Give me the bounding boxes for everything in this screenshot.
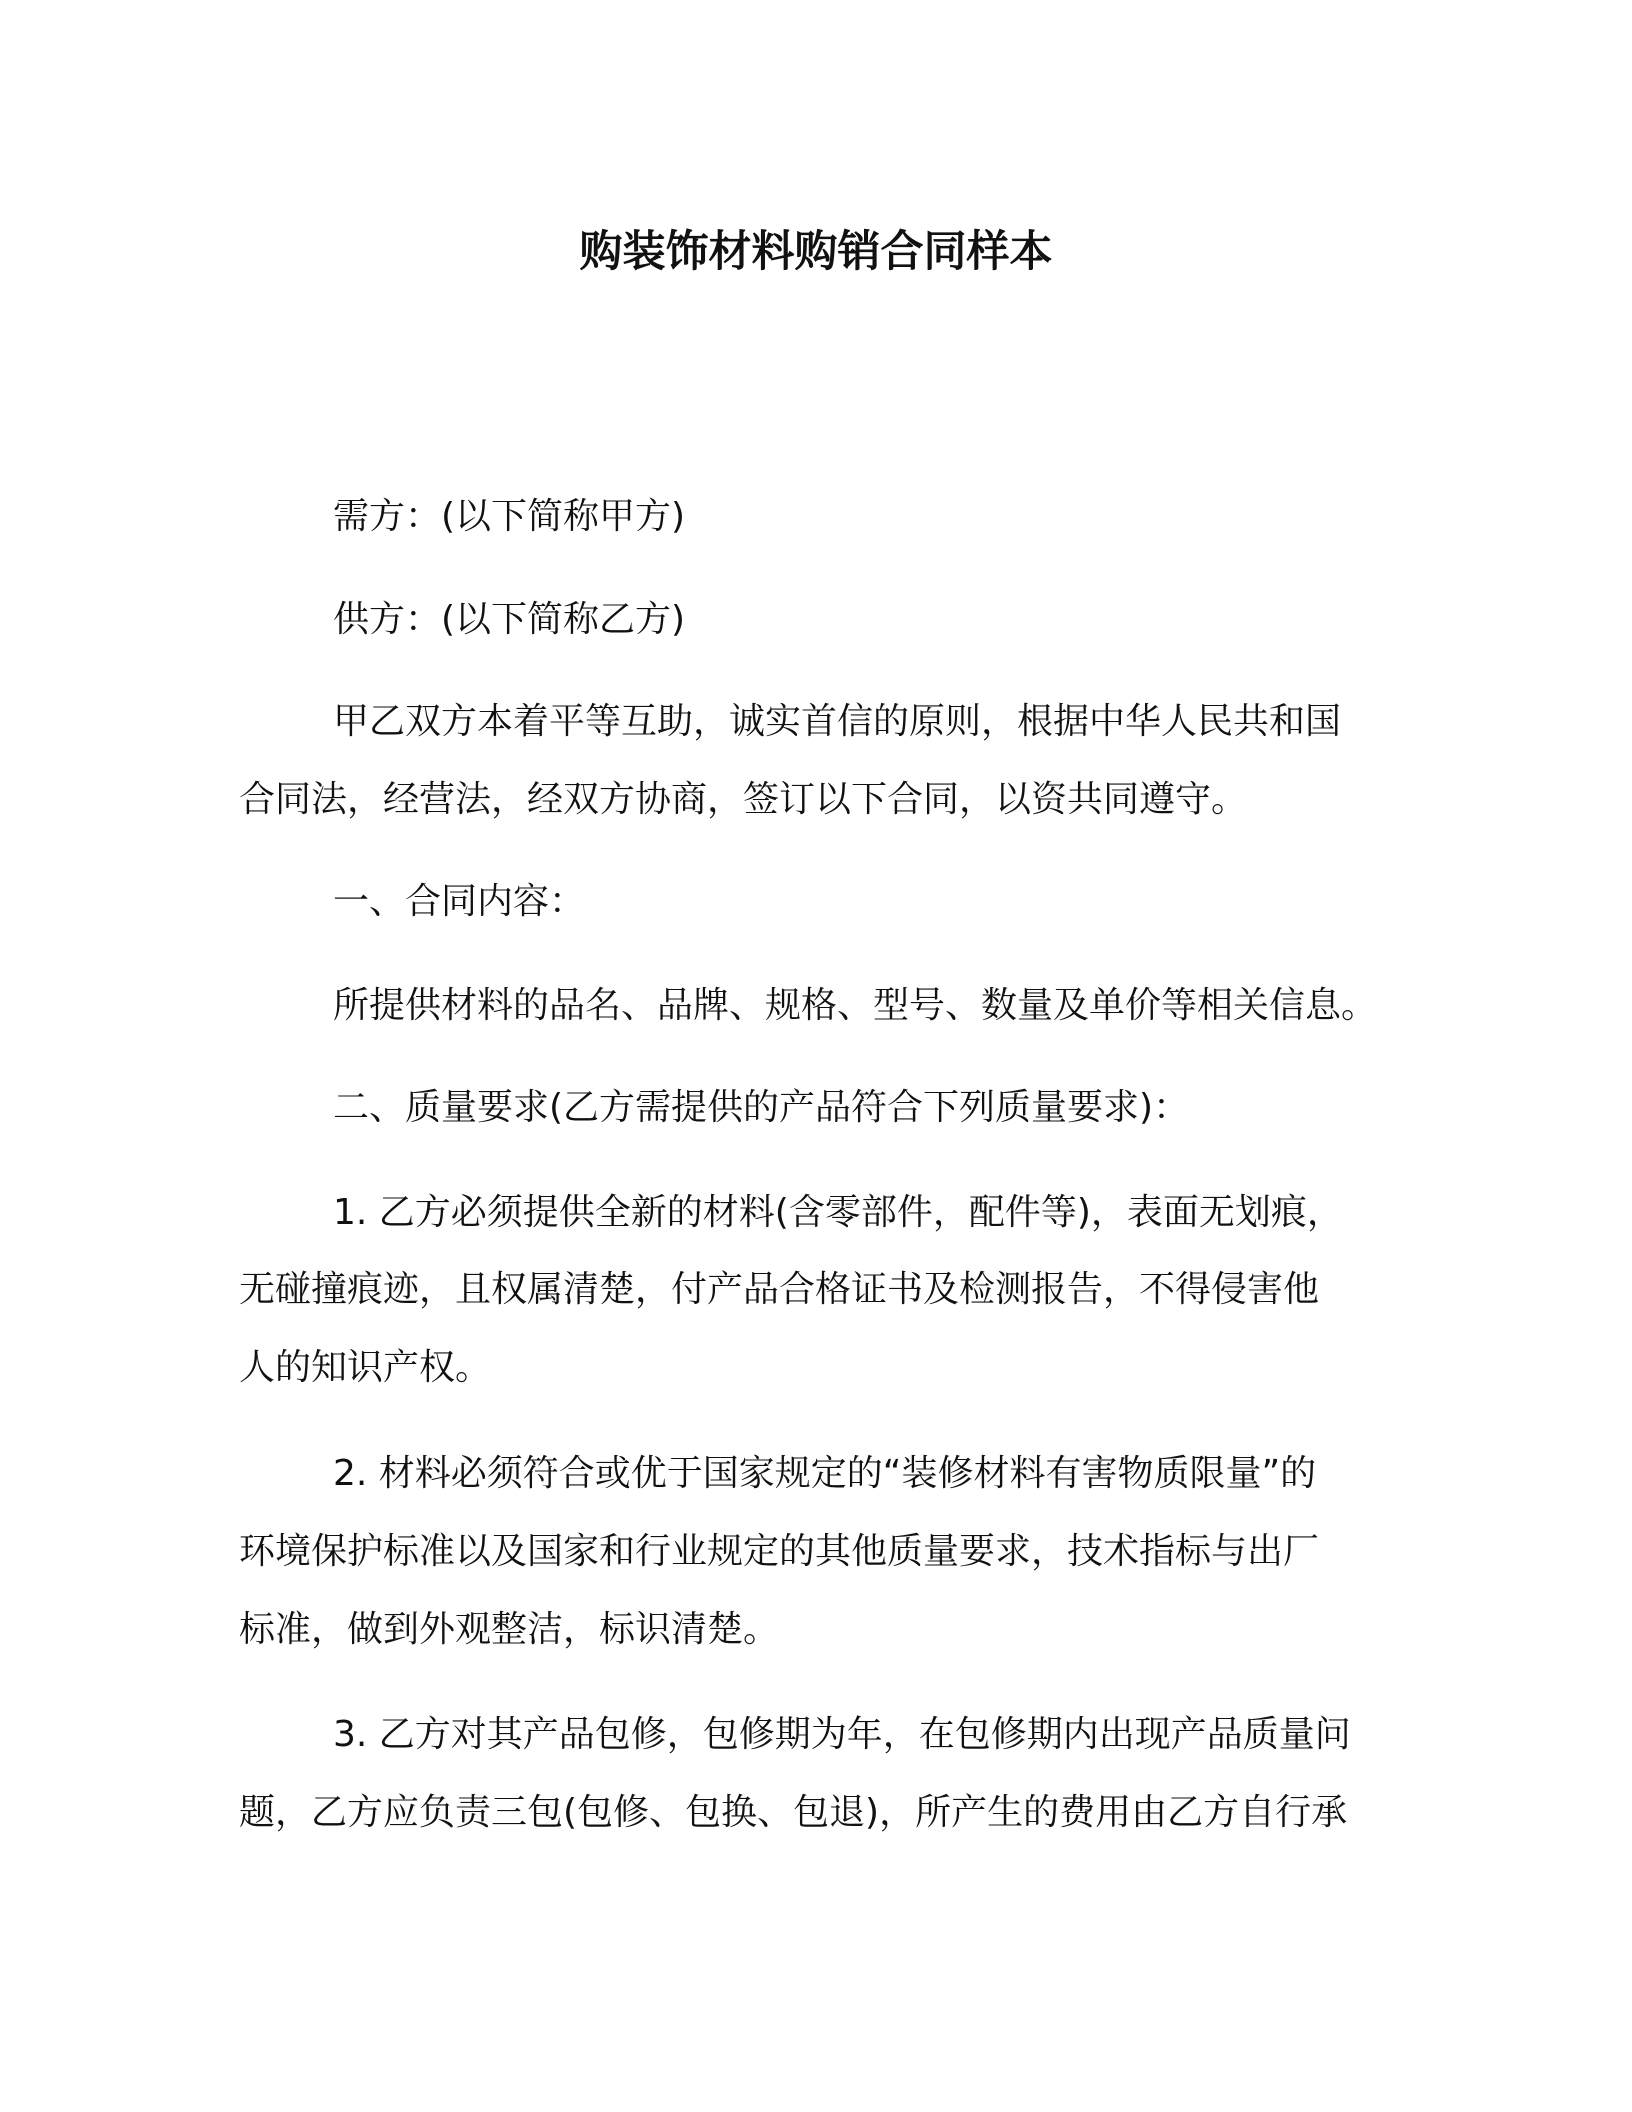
item-1-line-2: 无碰撞痕迹，且权属清楚，付产品合格证书及检测报告，不得侵害他 — [239, 1269, 1320, 1310]
item-1-line-1: 1. 乙方必须提供全新的材料(含零部件，配件等)，表面无划痕， — [333, 1192, 1343, 1233]
item-2-line-3: 标准，做到外观整洁，标识清楚。 — [239, 1609, 780, 1650]
item-3-line-1: 3. 乙方对其产品包修，包修期为年，在包修期内出现产品质量问 — [333, 1714, 1351, 1755]
item-1-line-3: 人的知识产权。 — [239, 1347, 492, 1388]
section-1-body: 所提供材料的品名、品牌、规格、型号、数量及单价等相关信息。 — [333, 985, 1378, 1026]
preamble-line-2: 合同法，经营法，经双方协商，签订以下合同，以资共同遵守。 — [239, 779, 1248, 820]
document-title: 购装饰材料购销合同样本 — [579, 227, 1053, 277]
item-2-line-2: 环境保护标准以及国家和行业规定的其他质量要求，技术指标与出厂 — [239, 1531, 1320, 1572]
item-3-line-2: 题，乙方应负责三包(包修、包换、包退)，所产生的费用由乙方自行承 — [239, 1792, 1348, 1833]
item-2-line-1: 2. 材料必须符合或优于国家规定的“装修材料有害物质限量”的 — [333, 1453, 1317, 1494]
party-a-line: 需方：(以下简称甲方) — [333, 496, 686, 537]
preamble-line-1: 甲乙双方本着平等互助，诚实首信的原则，根据中华人民共和国 — [333, 701, 1342, 742]
party-b-line: 供方：(以下简称乙方) — [333, 599, 686, 640]
section-1-heading: 一、合同内容： — [333, 881, 586, 922]
section-2-heading: 二、质量要求(乙方需提供的产品符合下列质量要求)： — [333, 1087, 1190, 1128]
